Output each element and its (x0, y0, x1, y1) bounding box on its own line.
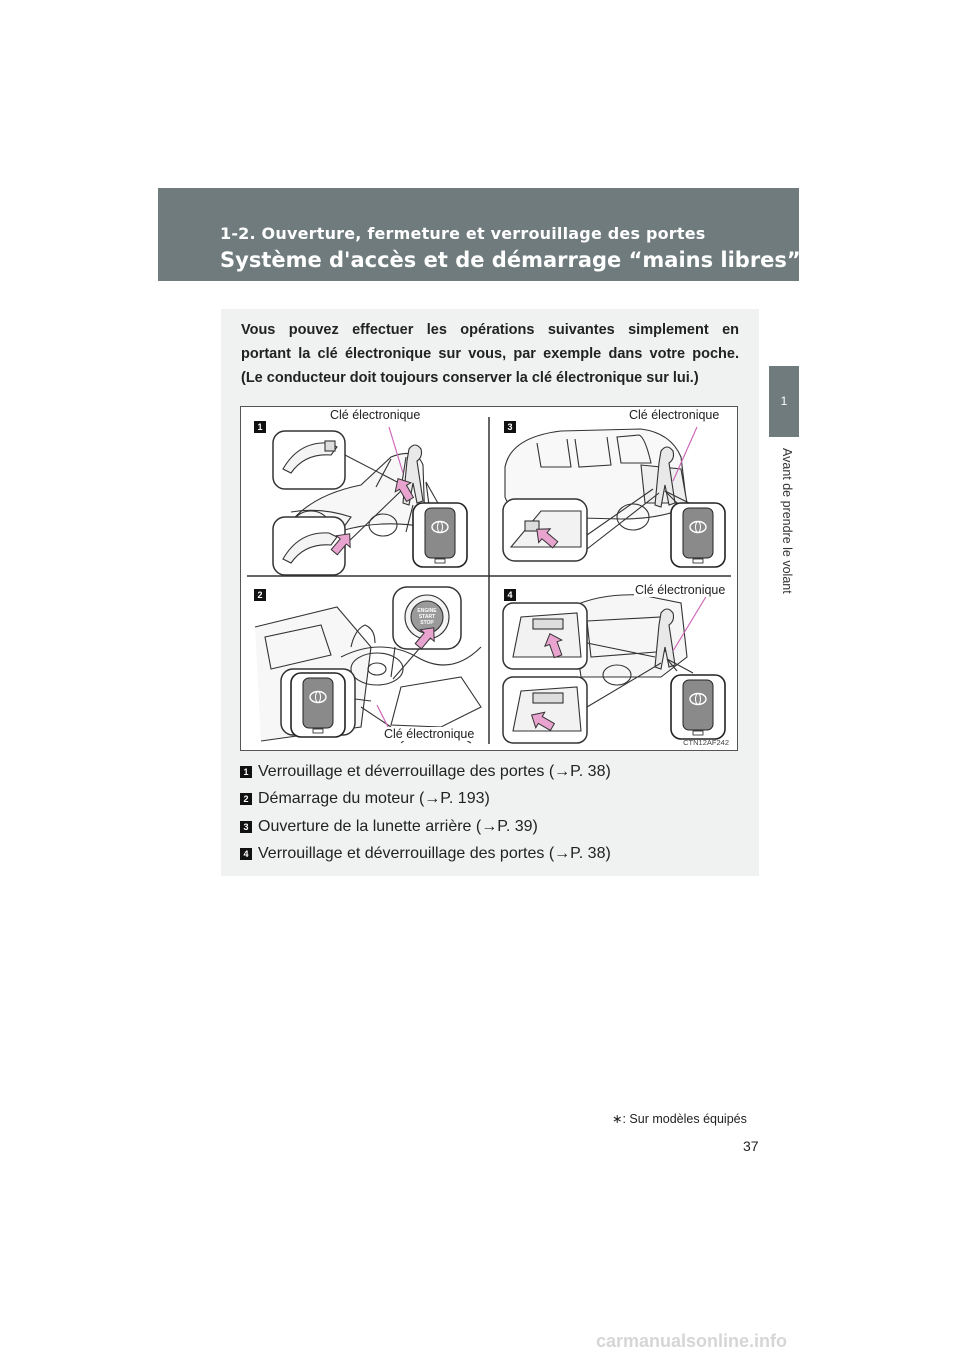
page-number: 37 (743, 1138, 759, 1154)
item-text[interactable]: Ouverture de la lunette arrière (→P. 39) (258, 817, 538, 835)
panel-4-back-door-lock (503, 595, 693, 743)
page-title (220, 248, 812, 272)
intro-line: portant la clé électronique sur vous, par exemple dans votre poche. (241, 346, 739, 362)
key-label: Clé électronique (635, 583, 726, 597)
list-item (240, 786, 740, 814)
title-asterisk: ∗ (800, 246, 812, 261)
section-header (158, 188, 812, 281)
intro-text (241, 318, 739, 390)
chapter-label: Avant de prendre le volant (780, 448, 794, 594)
content-panel (221, 309, 759, 876)
panel-3-back-door (503, 429, 693, 561)
engine-button-text-2: START (418, 614, 436, 620)
intro-line: (Le conducteur doit toujours conserver la clé électronique sur lui.) (241, 370, 699, 386)
panel-number-1: 1 (254, 421, 266, 433)
key-label: Clé électronique (384, 727, 475, 741)
key-label: Clé électronique (330, 408, 421, 422)
footnote: ∗: Sur modèles équipés (612, 1112, 747, 1126)
list-item (240, 841, 740, 869)
engine-button-text-3: STOP (420, 620, 434, 626)
illustration (240, 406, 738, 751)
panel-number-4: 4 (504, 589, 516, 601)
engine-button-text-1: ENGINE (417, 608, 437, 614)
figure-code: CTN12AF242 (683, 738, 729, 747)
page-title-text: Système d'accès et de démarrage “mains libres” (220, 248, 801, 272)
legend-list (240, 758, 740, 868)
panel-number-2: 2 (254, 589, 266, 601)
chapter-tab[interactable]: 1 (769, 366, 799, 437)
intro-line: Vous pouvez effectuer les opérations suivantes simplement en (241, 322, 739, 338)
item-number: 2 (240, 793, 252, 805)
item-text[interactable]: Démarrage du moteur (→P. 193) (258, 790, 490, 808)
item-number: 1 (240, 766, 252, 778)
section-label: 1-2. Ouverture, fermeture et verrouillage des portes (220, 224, 706, 243)
key-label: Clé électronique (629, 408, 720, 422)
list-item (240, 758, 740, 786)
illustration-drawing (241, 407, 737, 750)
list-item (240, 813, 740, 841)
panel-2-engine-start (255, 587, 481, 743)
item-number: 3 (240, 821, 252, 833)
item-number: 4 (240, 848, 252, 860)
item-text[interactable]: Verrouillage et déverrouillage des portes (→P. 38) (258, 845, 611, 863)
watermark[interactable]: carmanualsonline.info (596, 1331, 788, 1351)
item-text[interactable]: Verrouillage et déverrouillage des portes (→P. 38) (258, 762, 611, 780)
panel-number-3: 3 (504, 421, 516, 433)
